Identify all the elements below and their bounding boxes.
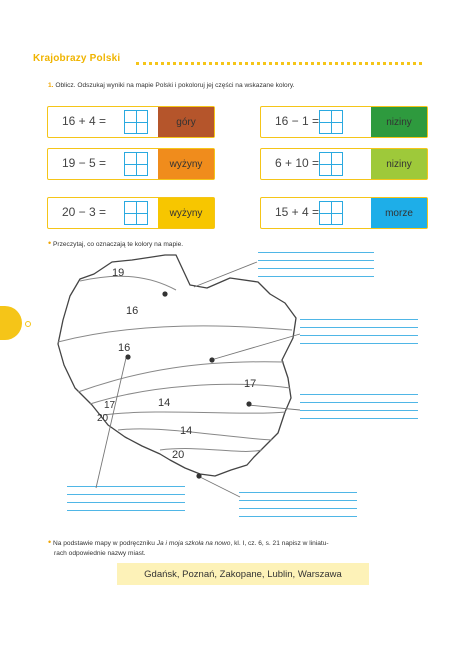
task3-text: , kl. I, cz. 6, s. 21 napisz w liniatu- <box>230 540 329 547</box>
region-border <box>90 384 290 404</box>
region-border <box>80 276 176 290</box>
country-outline <box>58 255 296 476</box>
color-label: wyżyny <box>158 198 214 228</box>
city-dot <box>209 357 214 362</box>
equation-text: 20 − 3 = <box>62 205 107 219</box>
city-dot <box>246 401 251 406</box>
region-number: 16 <box>126 305 139 317</box>
task3-text: rach odpowiednie nazwy miast. <box>54 550 146 557</box>
task3-instruction <box>48 537 428 559</box>
bullet: • <box>48 238 52 248</box>
city-dot <box>196 473 201 478</box>
equation-text: 6 + 10 = <box>275 156 320 170</box>
leader-line <box>194 262 257 287</box>
equation-text: 16 − 1 = <box>275 114 320 128</box>
leader-line <box>211 334 300 360</box>
region-border <box>103 412 286 415</box>
bullet: • <box>48 537 52 547</box>
color-label: morze <box>371 198 427 228</box>
city-dot <box>125 354 130 359</box>
leader-line <box>248 405 300 410</box>
equation-text: 19 − 5 = <box>62 156 107 170</box>
region-border <box>58 326 292 342</box>
region-number: 17 <box>244 378 257 390</box>
region-number: 16 <box>118 342 131 354</box>
region-number: 20 <box>172 449 185 461</box>
region-number: 20 <box>97 413 109 424</box>
region-border <box>118 429 272 440</box>
task2-text: Przeczytaj, co oznaczają te kolory na mapie. <box>53 241 184 248</box>
city-dot <box>162 291 167 296</box>
color-label: niziny <box>371 149 427 179</box>
task1-text: Oblicz. Odszukaj wyniki na mapie Polski i pokoloruj jej części na wskazane kolory. <box>55 82 295 89</box>
task-number: 1. <box>48 82 54 89</box>
region-number: 17 <box>104 400 116 411</box>
side-dot <box>25 321 31 327</box>
region-number: 19 <box>112 267 125 279</box>
region-number: 14 <box>158 397 171 409</box>
equation-text: 15 + 4 = <box>275 205 320 219</box>
color-label: wyżyny <box>158 149 214 179</box>
section-title: Krajobrazy Polski <box>33 53 121 64</box>
equation-text: 16 + 4 = <box>62 114 107 128</box>
color-label: góry <box>158 107 214 137</box>
city-list: Gdańsk, Poznań, Zakopane, Lublin, Warszawa <box>117 563 369 585</box>
color-label: niziny <box>371 107 427 137</box>
leader-line <box>200 477 240 497</box>
region-number: 14 <box>180 425 193 437</box>
book-title: Ja i moja szkoła na nowo <box>156 540 231 547</box>
task3-text: Na podstawie mapy w podręczniku <box>53 540 157 547</box>
